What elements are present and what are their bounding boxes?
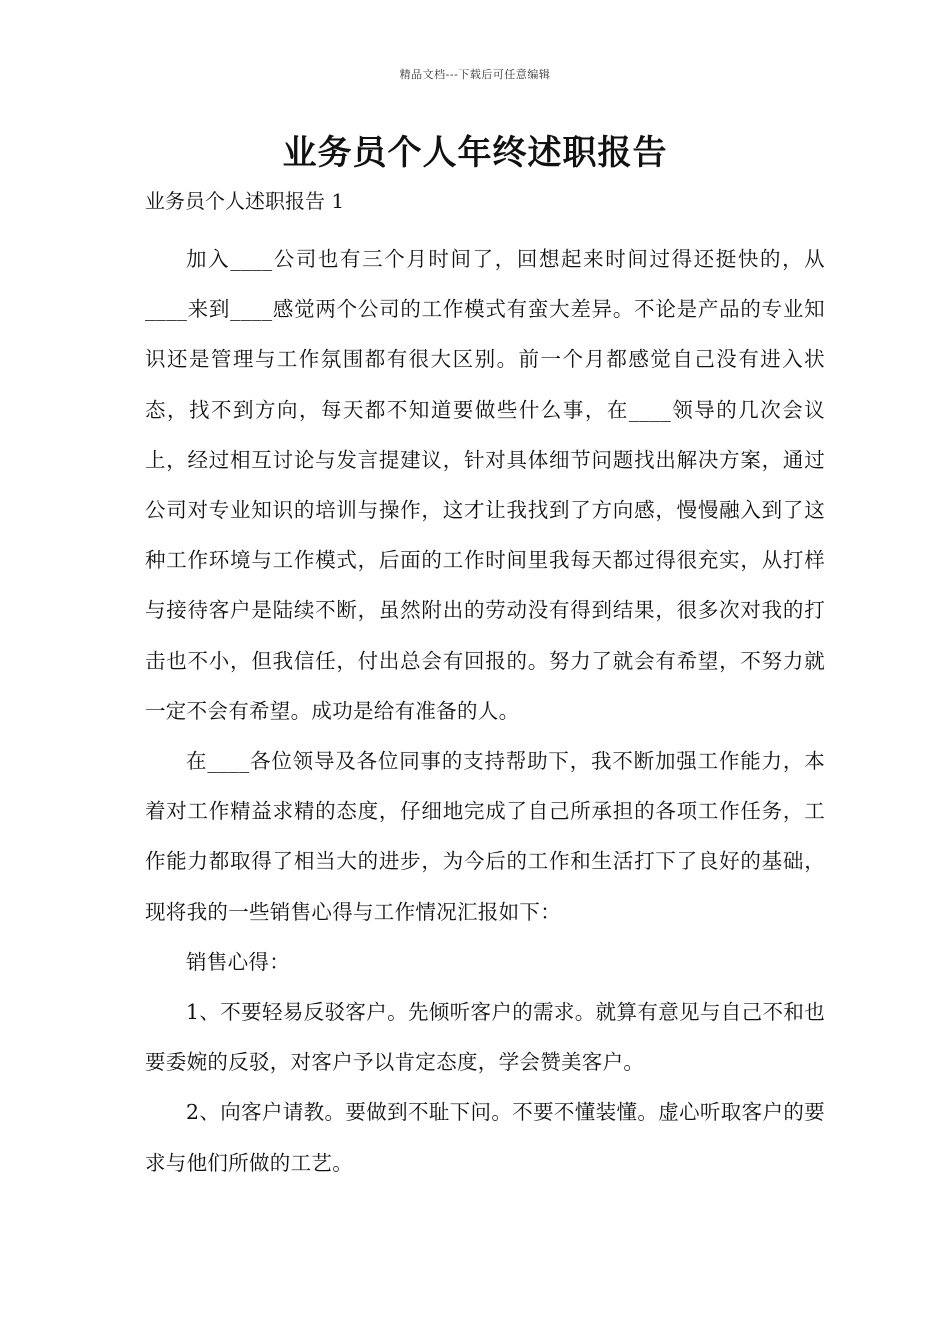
paragraph: 2、向客户请教。要做到不耻下问。不要不懂装懂。虚心听取客户的要求与他们所做的工艺。 — [145, 1100, 825, 1175]
document-title: 业务员个人年终述职报告 — [282, 133, 668, 173]
paragraph: 加入____公司也有三个月时间了，回想起来时间过得还挺快的，从____来到____感觉两个公司的工作模式有蛮大差异。不论是产品的专业知识还是管理与工作氛围都有很大区别。前一个月都感觉自己没有进入状态，找不到方向，每天都不知道要做些什么事，在____领导的几次会议上，经过相互讨论与发言提建议，针对具体细节问题找出解决方案，通过公司对专业知识的培训与操作，这才让我找到了方向感，慢慢融入到了这种工作环境与工作模式，后面的工作时间里我每天都过得很充实，从打样与接待客户是陆续不断，虽然附出的劳动没有得到结果，很多次对我的打击也不小，但我信任，付出总会有回报的。努力了就会有希望，不努力就一定不会有希望。成功是给有准备的人。 — [145, 247, 825, 723]
body-text — [145, 234, 825, 1188]
paragraph: 在____各位领导及各位同事的支持帮助下，我不断加强工作能力，本着对工作精益求精的态度，仔细地完成了自己所承担的各项工作任务，工作能力都取得了相当大的进步，为今后的工作和生活打下了良好的基础，现将我的一些销售心得与工作情况汇报如下： — [145, 749, 825, 924]
section-subtitle: 业务员个人述职报告 1 — [145, 189, 345, 213]
header-note: 精品文档---下载后可任意编辑 — [399, 68, 551, 81]
paragraph: 销售心得： — [186, 949, 290, 974]
paragraph: 1、不要轻易反驳客户。先倾听客户的需求。就算有意见与自己不和也要委婉的反驳，对客户予以肯定态度，学会赞美客户。 — [145, 1000, 825, 1075]
